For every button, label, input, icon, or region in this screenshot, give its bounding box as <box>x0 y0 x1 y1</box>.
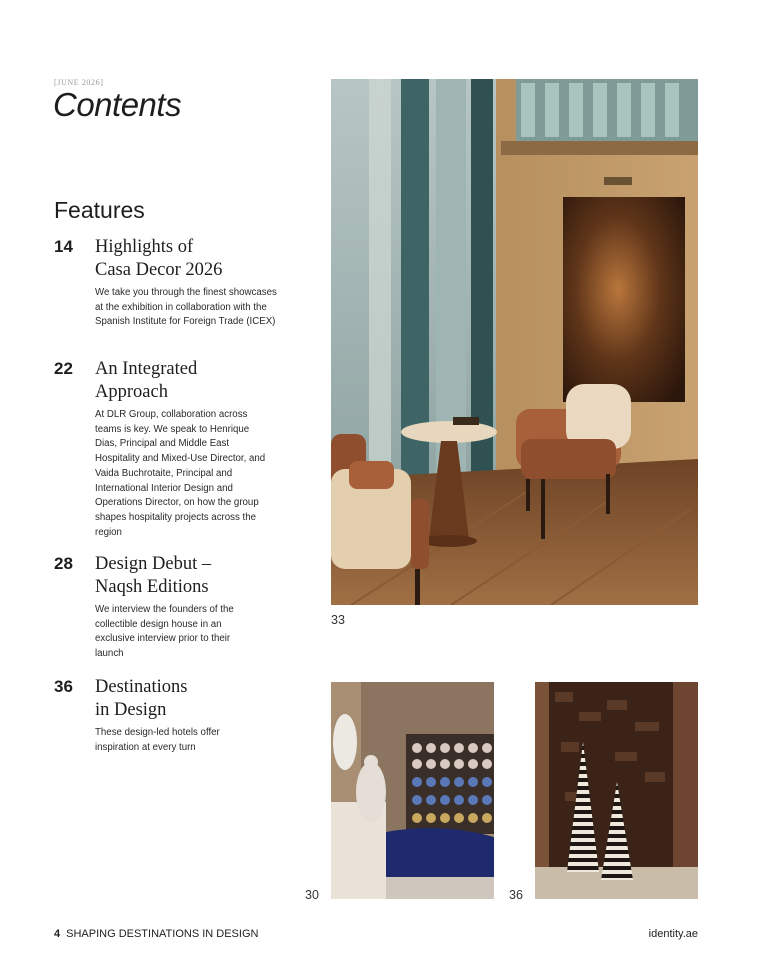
photo-caption: 30 <box>305 888 319 902</box>
entry-heading <box>95 676 284 722</box>
photo-sculpture-room[interactable] <box>331 682 494 899</box>
main-photo-caption: 33 <box>331 613 345 627</box>
entry-heading <box>95 553 284 599</box>
contents-entry[interactable] <box>54 676 284 755</box>
entry-heading-line: in Design <box>95 700 167 720</box>
main-photo-lounge[interactable] <box>331 79 698 605</box>
entry-description: At DLR Group, collaboration across teams is key. We speak to Henrique Dias, Principal and Middle East Hospitality and Mixed-Use Director, and Vaida Buchrotaite, Principal and International Interior Design and Operations Director, on how the group shapes hospitality projects across the region <box>95 409 266 538</box>
entry-heading-line: Naqsh Editions <box>95 577 209 597</box>
contents-entry[interactable] <box>54 553 284 662</box>
entry-heading-line: An Integrated <box>95 359 198 379</box>
entry-description: These design-led hotels offer inspiration at every turn <box>95 727 220 753</box>
footer-website[interactable]: identity.ae <box>648 928 698 940</box>
entry-heading-line: Destinations <box>95 677 188 697</box>
entry-description: We interview the founders of the collectible design house in an exclusive interview prior to their launch <box>95 604 234 660</box>
entry-page-number: 14 <box>54 237 73 256</box>
entry-heading <box>95 236 284 282</box>
issue-label: [JUNE 2026] <box>54 78 104 87</box>
contents-entry[interactable] <box>54 236 284 330</box>
photo-striped-cones[interactable] <box>535 682 698 899</box>
entry-heading-line: Design Debut – <box>95 554 212 574</box>
footer-page-number: 4 <box>54 928 61 940</box>
entry-heading-line: Highlights of <box>95 237 194 257</box>
entry-description: We take you through the finest showcases at the exhibition in collaboration with the Spanish Institute for Foreign Trade (ICEX) <box>95 287 277 328</box>
entry-page-number: 22 <box>54 359 73 378</box>
entry-heading <box>95 358 284 404</box>
entry-heading-line: Casa Decor 2026 <box>95 260 223 280</box>
section-title: Features <box>54 197 145 223</box>
photo-caption: 36 <box>509 888 523 902</box>
entry-page-number: 28 <box>54 554 73 573</box>
footer-left <box>54 928 258 940</box>
footer-section-name: SHAPING DESTINATIONS IN DESIGN <box>66 928 259 940</box>
entry-page-number: 36 <box>54 677 73 696</box>
page-title: Contents <box>53 86 182 123</box>
contents-entry[interactable] <box>54 358 284 540</box>
entry-heading-line: Approach <box>95 382 168 402</box>
